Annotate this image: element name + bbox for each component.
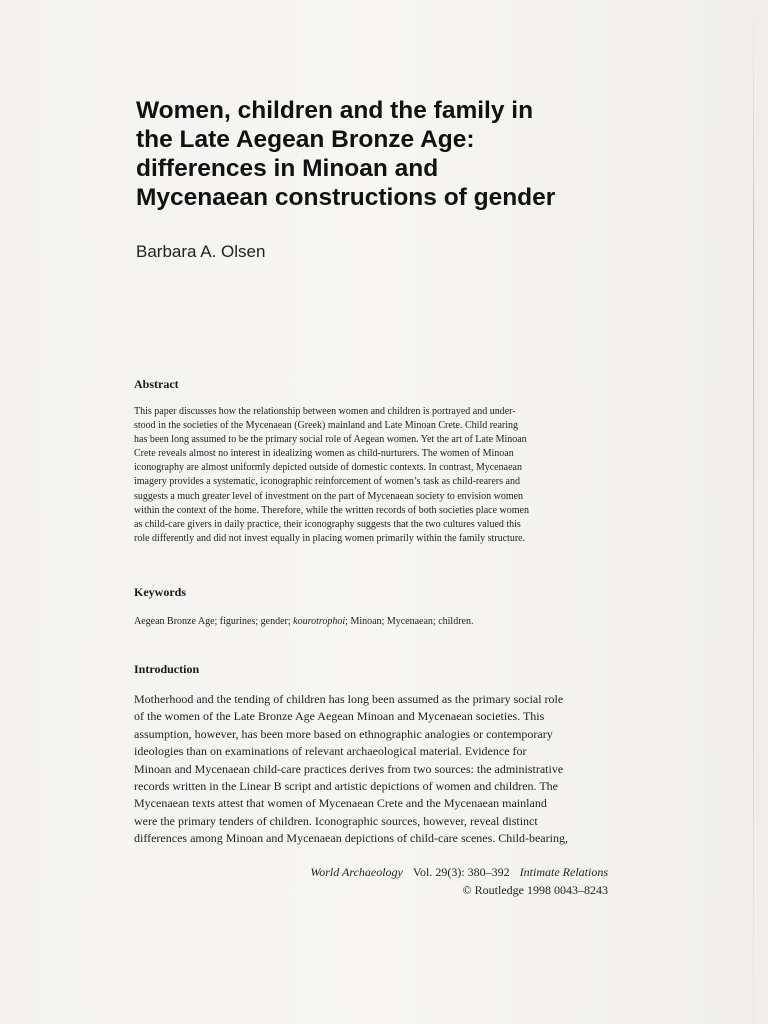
keywords-list — [134, 616, 473, 627]
title-line: Women, children and the family in — [136, 97, 534, 124]
introduction-heading: Introduction — [134, 662, 200, 676]
abstract-line: role differently and did not invest equally in placing women primarily within the family structure. — [134, 532, 526, 544]
abstract-line: within the context of the home. Therefore, while the written records of both societies place women — [134, 504, 529, 516]
abstract-body — [134, 405, 616, 546]
intro-line: assumption, however, has been more based on ethnographic analogies or contemporary — [134, 726, 553, 741]
title-line: Mycenaean constructions of gender — [136, 184, 556, 211]
page-edge-shadow — [753, 0, 754, 1024]
abstract-line: imagery provides a systematic, iconographic reinforcement of women’s task as child-rearers and — [134, 476, 520, 488]
title-line: the Late Aegean Bronze Age: — [136, 126, 475, 153]
abstract-line: stood in the societies of the Mycenaean (Greek) mainland and Late Minoan Crete. Child rearing — [134, 420, 519, 432]
author-name: Barbara A. Olsen — [136, 242, 266, 261]
abstract-line: suggests a much greater level of investment on the part of Mycenaean society to envision women — [134, 490, 524, 502]
citation-footer — [310, 863, 608, 899]
keywords-heading: Keywords — [134, 585, 186, 599]
abstract-line: iconography are almost uniformly depicted outside of domestic contexts. In contrast, Mycenaean — [134, 462, 522, 474]
title-line: differences in Minoan and — [136, 155, 439, 182]
abstract-line: as child-care givers in daily practice, their iconography suggests that the two cultures valued this — [134, 518, 521, 530]
introduction-body — [134, 691, 614, 848]
abstract-line: Crete reveals almost no interest in idealizing women as child-nurturers. The women of Minoan — [134, 448, 514, 460]
intro-line: of the women of the Late Bronze Age Aegean Minoan and Mycenaean societies. This — [134, 709, 545, 724]
intro-line: were the primary tenders of children. Iconographic sources, however, reveal distinct — [134, 813, 538, 828]
intro-line: Motherhood and the tending of children has long been assumed as the primary social role — [134, 692, 564, 706]
abstract-heading: Abstract — [134, 377, 179, 391]
keywords-after: ; Minoan; Mycenaean; children. — [345, 616, 474, 627]
citation-row — [310, 863, 608, 881]
journal-volume: Vol. 29(3): 380–392 — [412, 865, 510, 879]
intro-line: records written in the Linear B script and artistic depictions of women and children. The — [134, 779, 558, 794]
intro-line: Mycenaean texts attest that women of Mycenaean Crete and the Mycenaean mainland — [134, 796, 547, 811]
journal-name: World Archaeology — [310, 865, 403, 879]
intro-line: Minoan and Mycenaean child-care practices derives from two sources: the administrative — [134, 761, 564, 776]
abstract-line: has been long assumed to be the primary social role of Aegean women. Yet the art of Late Minoan — [134, 434, 527, 446]
article-title — [136, 96, 656, 212]
copyright-line: © Routledge 1998 0043–8243 — [462, 883, 608, 897]
issue-title: Intimate Relations — [519, 865, 608, 879]
keywords-italic: kourotrophoi — [293, 616, 346, 627]
intro-line: ideologies than on examinations of relevant archaeological material. Evidence for — [134, 744, 527, 759]
abstract-line: This paper discusses how the relationship between women and children is portrayed and under- — [134, 406, 516, 417]
keywords-before: Aegean Bronze Age; figurines; gender; — [134, 616, 294, 627]
intro-line: differences among Minoan and Mycenaean depictions of child-care scenes. Child-bearing, — [134, 831, 568, 846]
